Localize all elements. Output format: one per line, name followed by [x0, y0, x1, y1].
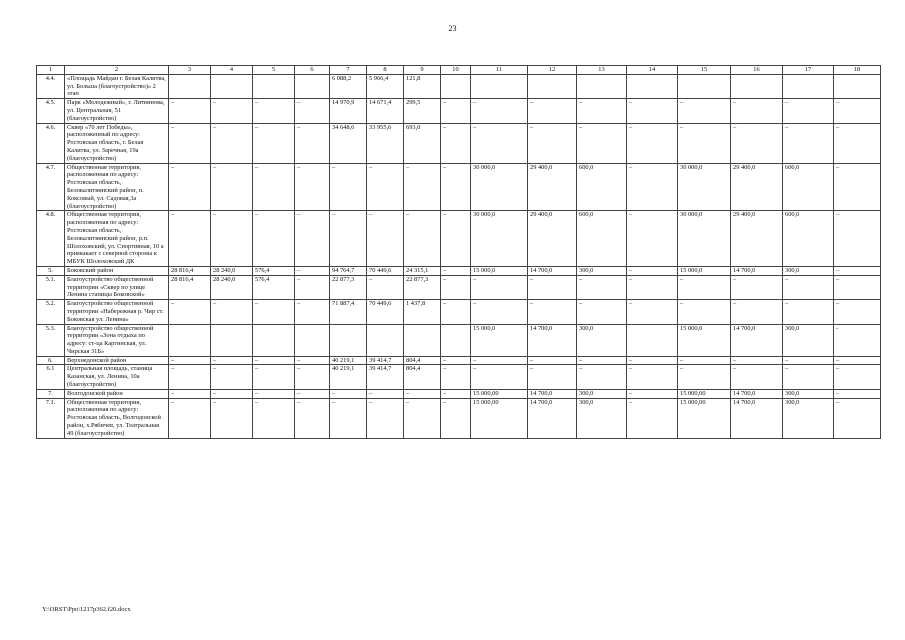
column-number-cell: 5	[253, 66, 295, 75]
value-cell	[528, 74, 577, 98]
table-row	[37, 163, 881, 211]
column-number-cell: 7	[330, 66, 367, 75]
row-name-cell: Благоустройство общественной территории «Набережная р. Чир ст. Боковская ул. Ленина»	[65, 300, 169, 324]
value-cell: –	[678, 356, 731, 365]
value-cell: 28 240,0	[211, 275, 253, 299]
value-cell: 15 000,00	[471, 398, 528, 438]
value-cell	[211, 324, 253, 356]
column-number-cell: 2	[65, 66, 169, 75]
row-name-cell: Общественная территория, расположенная по адресу: Ростовская область, Белокалитвинский район, р.п. Шолоховский, ул. Спортивная, 10 а примыкает с северной стороны к МБУК Шолоховский ДК	[65, 211, 169, 267]
value-cell: 34 648,6	[330, 123, 367, 163]
row-number-cell: 4.7.	[37, 163, 65, 211]
value-cell: 24 315,1	[404, 266, 441, 275]
value-cell: –	[441, 266, 471, 275]
value-cell: –	[441, 99, 471, 123]
value-cell: –	[627, 266, 678, 275]
value-cell: 121,8	[404, 74, 441, 98]
value-cell: 15 000,0	[471, 324, 528, 356]
value-cell: –	[367, 163, 404, 211]
value-cell: –	[441, 389, 471, 398]
value-cell: 1 437,8	[404, 300, 441, 324]
value-cell: -	[834, 324, 881, 356]
value-cell: 600,0	[783, 211, 834, 267]
row-name-cell: Благоустройство общественной территории «Зона отдыха по адресу: ст-ца Каргинская, ул. Чирская 31Б»	[65, 324, 169, 356]
value-cell: –	[169, 163, 211, 211]
value-cell: 15 000,00	[678, 398, 731, 438]
value-cell: –	[783, 365, 834, 389]
value-cell: –	[169, 356, 211, 365]
value-cell: –	[627, 211, 678, 267]
row-number-cell: 6.	[37, 356, 65, 365]
row-name-cell: Верхнедонской район	[65, 356, 169, 365]
column-number-cell: 6	[295, 66, 330, 75]
value-cell: –	[783, 356, 834, 365]
value-cell: –	[367, 211, 404, 267]
value-cell: –	[834, 389, 881, 398]
value-cell: –	[169, 398, 211, 438]
value-cell: –	[253, 211, 295, 267]
value-cell: –	[528, 99, 577, 123]
value-cell: –	[330, 398, 367, 438]
value-cell: –	[404, 389, 441, 398]
value-cell	[783, 74, 834, 98]
value-cell: –	[253, 123, 295, 163]
value-cell: 29 400,0	[731, 163, 783, 211]
value-cell	[169, 74, 211, 98]
value-cell	[627, 74, 678, 98]
row-number-cell: 5.3.	[37, 324, 65, 356]
value-cell: –	[731, 300, 783, 324]
value-cell: 576,4	[253, 275, 295, 299]
value-cell: –	[783, 99, 834, 123]
value-cell: –	[731, 365, 783, 389]
value-cell: 30 000,0	[471, 211, 528, 267]
value-cell: –	[678, 123, 731, 163]
value-cell	[441, 74, 471, 98]
value-cell: –	[441, 123, 471, 163]
value-cell: –	[577, 275, 627, 299]
column-number-row	[37, 66, 881, 75]
value-cell: 600,0	[577, 211, 627, 267]
row-number-cell: 4.5.	[37, 99, 65, 123]
row-name-cell: Волгодонской район	[65, 389, 169, 398]
value-cell: –	[295, 275, 330, 299]
table-row	[37, 266, 881, 275]
value-cell: 28 816,4	[169, 275, 211, 299]
value-cell: 30 000,0	[471, 163, 528, 211]
value-cell: 300,0	[783, 389, 834, 398]
value-cell: 39 414,7	[367, 356, 404, 365]
value-cell: –	[834, 356, 881, 365]
value-cell: –	[169, 300, 211, 324]
value-cell: –	[834, 365, 881, 389]
value-cell: –	[577, 99, 627, 123]
value-cell: 14 700,0	[731, 266, 783, 275]
value-cell: 14 700,0	[731, 389, 783, 398]
row-number-cell: 7.1.	[37, 398, 65, 438]
value-cell: 300,0	[577, 389, 627, 398]
value-cell: –	[169, 365, 211, 389]
row-name-cell: Центральная площадь, станица Казанская, ул. Ленина, 10а (благоустройство)	[65, 365, 169, 389]
value-cell: –	[627, 163, 678, 211]
value-cell: –	[731, 275, 783, 299]
value-cell: 14 700,0	[528, 398, 577, 438]
value-cell: 29 400,0	[731, 211, 783, 267]
column-number-cell: 12	[528, 66, 577, 75]
value-cell: –	[295, 163, 330, 211]
value-cell: –	[295, 266, 330, 275]
value-cell: –	[627, 123, 678, 163]
column-number-cell: 1	[37, 66, 65, 75]
column-number-cell: 15	[678, 66, 731, 75]
value-cell: –	[528, 356, 577, 365]
column-number-cell: 17	[783, 66, 834, 75]
value-cell: 600,0	[783, 163, 834, 211]
value-cell	[471, 74, 528, 98]
value-cell: 71 887,4	[330, 300, 367, 324]
value-cell: –	[577, 356, 627, 365]
row-number-cell: 5.1.	[37, 275, 65, 299]
value-cell: –	[253, 356, 295, 365]
column-number-cell: 3	[169, 66, 211, 75]
value-cell: –	[253, 398, 295, 438]
value-cell	[834, 74, 881, 98]
value-cell: 40 219,1	[330, 365, 367, 389]
value-cell: –	[528, 365, 577, 389]
value-cell: –	[627, 300, 678, 324]
table-row	[37, 365, 881, 389]
value-cell: –	[471, 99, 528, 123]
column-number-cell: 8	[367, 66, 404, 75]
value-cell: 30 000,0	[678, 211, 731, 267]
value-cell: –	[295, 123, 330, 163]
value-cell: –	[330, 211, 367, 267]
value-cell: –	[211, 389, 253, 398]
value-cell: –	[404, 211, 441, 267]
value-cell	[577, 74, 627, 98]
value-cell: 70 449,6	[367, 300, 404, 324]
table-row	[37, 211, 881, 267]
value-cell: –	[295, 389, 330, 398]
footer-file-path: Y:\ORST\Ppo\1217p362.f20.docx	[42, 606, 131, 613]
value-cell: –	[169, 389, 211, 398]
value-cell: –	[678, 99, 731, 123]
value-cell: –	[577, 365, 627, 389]
value-cell: –	[330, 163, 367, 211]
value-cell: 300,0	[783, 324, 834, 356]
table-row	[37, 99, 881, 123]
value-cell	[295, 74, 330, 98]
row-number-cell: 5.	[37, 266, 65, 275]
value-cell: –	[783, 123, 834, 163]
value-cell: 14 700,0	[528, 266, 577, 275]
value-cell: –	[528, 300, 577, 324]
table-row	[37, 300, 881, 324]
value-cell: –	[471, 365, 528, 389]
table-row	[37, 389, 881, 398]
value-cell	[441, 324, 471, 356]
value-cell: –	[471, 356, 528, 365]
value-cell: –	[211, 356, 253, 365]
row-name-cell: «Площадь Майдан г. Белая Калитва, ул. Больша (благоустройство)» 2 этап	[65, 74, 169, 98]
value-cell: –	[678, 365, 731, 389]
row-number-cell: 4.4.	[37, 74, 65, 98]
value-cell: –	[834, 266, 881, 275]
value-cell: 15 000,0	[678, 324, 731, 356]
value-cell: 6 088,2	[330, 74, 367, 98]
value-cell: 22 877,3	[330, 275, 367, 299]
value-cell: 40 219,1	[330, 356, 367, 365]
value-cell: 14 700,0	[731, 398, 783, 438]
value-cell: –	[211, 365, 253, 389]
value-cell: –	[834, 211, 881, 267]
value-cell: –	[441, 300, 471, 324]
row-name-cell: Общественная территория, расположенная по адресу: Ростовская область, Белокалитвинский район, п. Коксовый, ул. Садовая,3а (благоустройство)	[65, 163, 169, 211]
value-cell: –	[330, 389, 367, 398]
value-cell: –	[834, 123, 881, 163]
value-cell: –	[834, 275, 881, 299]
value-cell: 300,0	[783, 266, 834, 275]
value-cell: –	[471, 300, 528, 324]
value-cell: –	[441, 211, 471, 267]
value-cell: –	[627, 389, 678, 398]
value-cell	[678, 74, 731, 98]
value-cell: –	[441, 398, 471, 438]
value-cell: 804,4	[404, 365, 441, 389]
column-number-cell: 11	[471, 66, 528, 75]
column-number-cell: 16	[731, 66, 783, 75]
value-cell: –	[295, 99, 330, 123]
column-number-cell: 14	[627, 66, 678, 75]
value-cell: 300,0	[783, 398, 834, 438]
value-cell: 33 955,6	[367, 123, 404, 163]
value-cell: –	[441, 356, 471, 365]
value-cell: 299,5	[404, 99, 441, 123]
value-cell: 14 700,0	[528, 324, 577, 356]
row-name-cell: Боковский район	[65, 266, 169, 275]
value-cell: –	[783, 275, 834, 299]
value-cell: –	[834, 398, 881, 438]
value-cell	[253, 324, 295, 356]
table-row	[37, 123, 881, 163]
value-cell: 300,0	[577, 266, 627, 275]
value-cell: 600,0	[577, 163, 627, 211]
column-number-cell: 10	[441, 66, 471, 75]
value-cell: –	[731, 123, 783, 163]
value-cell: –	[169, 123, 211, 163]
value-cell	[169, 324, 211, 356]
value-cell	[295, 324, 330, 356]
row-number-cell: 4.8.	[37, 211, 65, 267]
value-cell: 5 966,4	[367, 74, 404, 98]
value-cell: –	[367, 275, 404, 299]
value-cell	[627, 324, 678, 356]
value-cell: –	[367, 389, 404, 398]
column-number-cell: 18	[834, 66, 881, 75]
row-number-cell: 6.1	[37, 365, 65, 389]
value-cell: –	[441, 163, 471, 211]
value-cell: 30 000,0	[678, 163, 731, 211]
column-number-cell: 13	[577, 66, 627, 75]
value-cell: –	[253, 99, 295, 123]
value-cell: 28 240,0	[211, 266, 253, 275]
value-cell: 14 700,0	[528, 389, 577, 398]
table-row	[37, 74, 881, 98]
value-cell: 14 700,0	[731, 324, 783, 356]
value-cell: 29 400,0	[528, 211, 577, 267]
value-cell: –	[404, 398, 441, 438]
row-number-cell: 7.	[37, 389, 65, 398]
row-number-cell: 4.6.	[37, 123, 65, 163]
value-cell: –	[211, 123, 253, 163]
value-cell	[330, 324, 367, 356]
value-cell	[367, 324, 404, 356]
value-cell: 15 000,00	[471, 389, 528, 398]
value-cell: –	[627, 398, 678, 438]
row-name-cell: Благоустройство общественной территории «Сквер по улице Ленина станицы Боковской»	[65, 275, 169, 299]
table-row	[37, 356, 881, 365]
value-cell: –	[528, 275, 577, 299]
value-cell: –	[471, 123, 528, 163]
value-cell: 39 414,7	[367, 365, 404, 389]
table-row	[37, 275, 881, 299]
value-cell: –	[731, 99, 783, 123]
value-cell: –	[295, 365, 330, 389]
value-cell: 29 400,0	[528, 163, 577, 211]
column-number-cell: 9	[404, 66, 441, 75]
value-cell: –	[678, 275, 731, 299]
value-cell: –	[367, 398, 404, 438]
value-cell: –	[783, 300, 834, 324]
value-cell: –	[253, 163, 295, 211]
value-cell: 804,4	[404, 356, 441, 365]
value-cell: 300,0	[577, 398, 627, 438]
value-cell: 693,0	[404, 123, 441, 163]
value-cell: –	[441, 365, 471, 389]
value-cell	[731, 74, 783, 98]
row-name-cell: Общественная территория, расположенная по адресу: Ростовская область, Волгодонской район, х.Рябичев, ул. Театральная 49 (благоустройство)	[65, 398, 169, 438]
value-cell: 15 000,0	[471, 266, 528, 275]
value-cell: –	[834, 163, 881, 211]
value-cell: –	[253, 365, 295, 389]
value-cell: –	[627, 365, 678, 389]
value-cell: –	[295, 211, 330, 267]
value-cell: –	[577, 300, 627, 324]
value-cell: –	[627, 356, 678, 365]
value-cell: –	[211, 300, 253, 324]
table-row	[37, 324, 881, 356]
row-name-cell: Парк «Молодежный», г. Литвинова, ул. Центральная, 51 (благоустройство)	[65, 99, 169, 123]
value-cell: 300,0	[577, 324, 627, 356]
value-cell: 14 671,4	[367, 99, 404, 123]
value-cell: –	[678, 300, 731, 324]
value-cell: –	[441, 275, 471, 299]
value-cell: 14 970,9	[330, 99, 367, 123]
column-number-cell: 4	[211, 66, 253, 75]
value-cell: –	[211, 398, 253, 438]
value-cell: –	[404, 163, 441, 211]
value-cell: –	[627, 99, 678, 123]
row-number-cell: 5.2.	[37, 300, 65, 324]
value-cell: –	[169, 211, 211, 267]
value-cell: 15 000,00	[678, 389, 731, 398]
value-cell: –	[577, 123, 627, 163]
value-cell: –	[211, 99, 253, 123]
value-cell: 15 000,0	[678, 266, 731, 275]
value-cell	[211, 74, 253, 98]
budget-table	[36, 65, 881, 439]
value-cell: –	[834, 99, 881, 123]
value-cell	[253, 74, 295, 98]
value-cell: 576,4	[253, 266, 295, 275]
value-cell: 70 449,6	[367, 266, 404, 275]
value-cell: 22 877,3	[404, 275, 441, 299]
row-name-cell: Сквер «70 лет Победы», расположенный по адресу: Ростовская область, г. Белая Калитва, ул. Заречная, 19а (благоустройство)	[65, 123, 169, 163]
value-cell: –	[211, 163, 253, 211]
value-cell: –	[295, 398, 330, 438]
value-cell: –	[627, 275, 678, 299]
table-row	[37, 398, 881, 438]
value-cell: –	[169, 99, 211, 123]
page-number: 23	[448, 24, 457, 33]
value-cell: –	[253, 300, 295, 324]
value-cell	[404, 324, 441, 356]
value-cell: –	[295, 300, 330, 324]
value-cell: 94 764,7	[330, 266, 367, 275]
value-cell: –	[253, 389, 295, 398]
value-cell: –	[471, 275, 528, 299]
value-cell: –	[731, 356, 783, 365]
value-cell: –	[528, 123, 577, 163]
value-cell: –	[211, 211, 253, 267]
value-cell: –	[295, 356, 330, 365]
value-cell: –	[834, 300, 881, 324]
value-cell: 28 816,4	[169, 266, 211, 275]
